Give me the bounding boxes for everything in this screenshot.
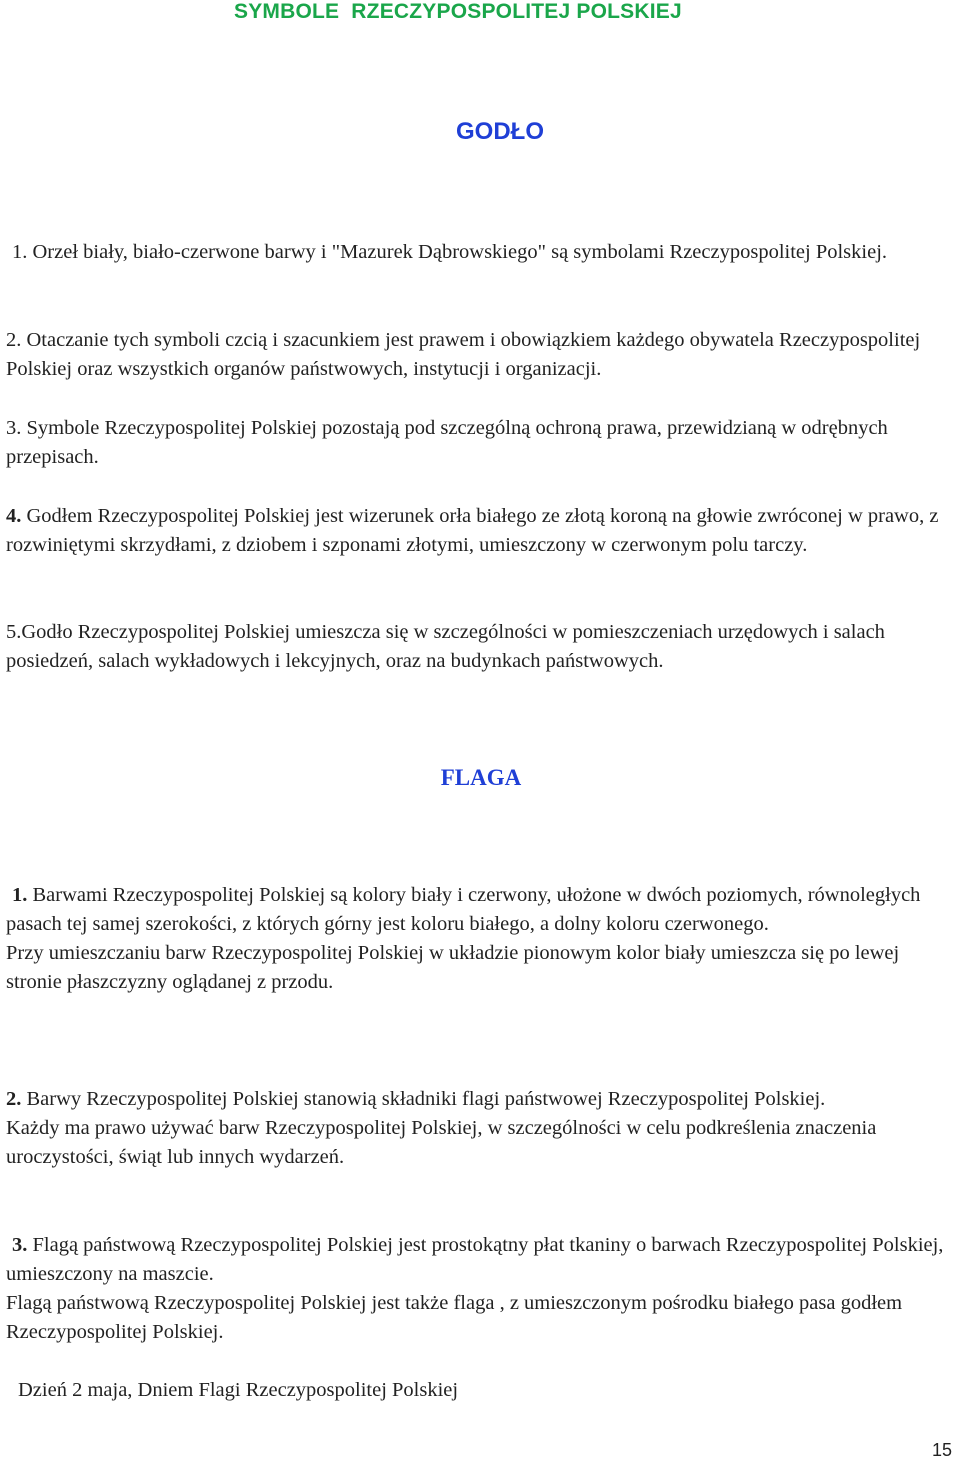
flaga-item-2 — [6, 1085, 960, 1172]
godlo-item-3-text: Symbole Rzeczypospolitej Polskiej pozostają pod szczególną ochroną prawa, przewidzianą w odrębnych przepisach. — [6, 417, 888, 468]
godlo-item-4 — [6, 502, 960, 560]
flaga-item-3 — [6, 1231, 960, 1347]
godlo-item-1 — [6, 238, 960, 267]
page-title: SYMBOLE RZECZYPOSPOLITEJ POLSKIEJ — [234, 0, 682, 23]
godlo-item-5-text: Godło Rzeczypospolitej Polskiej umieszcza się w szczególności w pomieszczeniach urzędowych i salach posiedzeń, salach wykładowych i lekcyjnych, oraz na budynkach państwowych. — [6, 621, 885, 672]
page-number: 15 — [931, 1440, 952, 1460]
flaga-item-2-number: 2. — [6, 1088, 22, 1110]
flaga-item-1 — [6, 881, 960, 997]
godlo-item-4-text: Godłem Rzeczypospolitej Polskiej jest wizerunek orła białego ze złotą koroną na głowie zwróconej w prawo, z rozwiniętymi skrzydłami, z dziobem i szponami złotymi, umieszczony w czerwonym polu tarczy. — [6, 505, 939, 556]
flaga-item-1-text: Barwami Rzeczypospolitej Polskiej są kolory biały i czerwony, ułożone w dwóch poziomych, równoległych pasach tej samej szerokości, z których górny jest koloru białego, a dolny koloru czerwonego. — [6, 884, 921, 935]
flaga-item-1-extra: Przy umieszczaniu barw Rzeczypospolitej Polskiej w układzie pionowym kolor biały umieszcza się po lewej stronie płaszczyzny oglądanej z przodu. — [6, 942, 900, 993]
godlo-item-5-number: 5. — [6, 621, 22, 643]
godlo-item-2-number: 2. — [6, 329, 22, 351]
godlo-item-3 — [6, 414, 960, 472]
flaga-item-2-extra: Każdy ma prawo używać barw Rzeczypospolitej Polskiej, w szczególności w celu podkreślenia znaczenia uroczystości, świąt lub innych wydarzeń. — [6, 1117, 877, 1168]
godlo-item-1-text: Orzeł biały, biało-czerwone barwy i "Mazurek Dąbrowskiego" są symbolami Rzeczypospolitej Polskiej. — [27, 241, 888, 263]
flaga-item-1-number: 1. — [12, 884, 28, 906]
flag-day-note: Dzień 2 maja, Dniem Flagi Rzeczypospolitej Polskiej — [18, 1379, 459, 1401]
flaga-item-3-text: Flagą państwową Rzeczypospolitej Polskiej jest prostokątny płat tkaniny o barwach Rzeczypospolitej Polskiej, umieszczony na maszcie. — [6, 1234, 944, 1285]
flaga-item-3-extra: Flagą państwową Rzeczypospolitej Polskiej jest także flaga , z umieszczonym pośrodku białego pasa godłem Rzeczypospolitej Polskiej. — [6, 1292, 903, 1343]
godlo-item-2 — [6, 326, 960, 384]
godlo-item-3-number: 3. — [6, 417, 22, 439]
godlo-item-1-number: 1. — [12, 241, 28, 263]
flaga-item-3-number: 3. — [12, 1234, 28, 1256]
section-heading-flaga: FLAGA — [440, 765, 522, 790]
flaga-item-2-text: Barwy Rzeczypospolitej Polskiej stanowią składniki flagi państwowej Rzeczypospolitej Polskiej. — [21, 1088, 826, 1110]
godlo-item-5 — [6, 618, 960, 676]
godlo-item-2-text: Otaczanie tych symboli czcią i szacunkiem jest prawem i obowiązkiem każdego obywatela Rzeczypospolitej Polskiej oraz wszystkich organów państwowych, instytucji i organizacji. — [6, 329, 921, 380]
section-heading-godlo: GODŁO — [456, 118, 544, 145]
godlo-item-4-number: 4. — [6, 505, 22, 527]
